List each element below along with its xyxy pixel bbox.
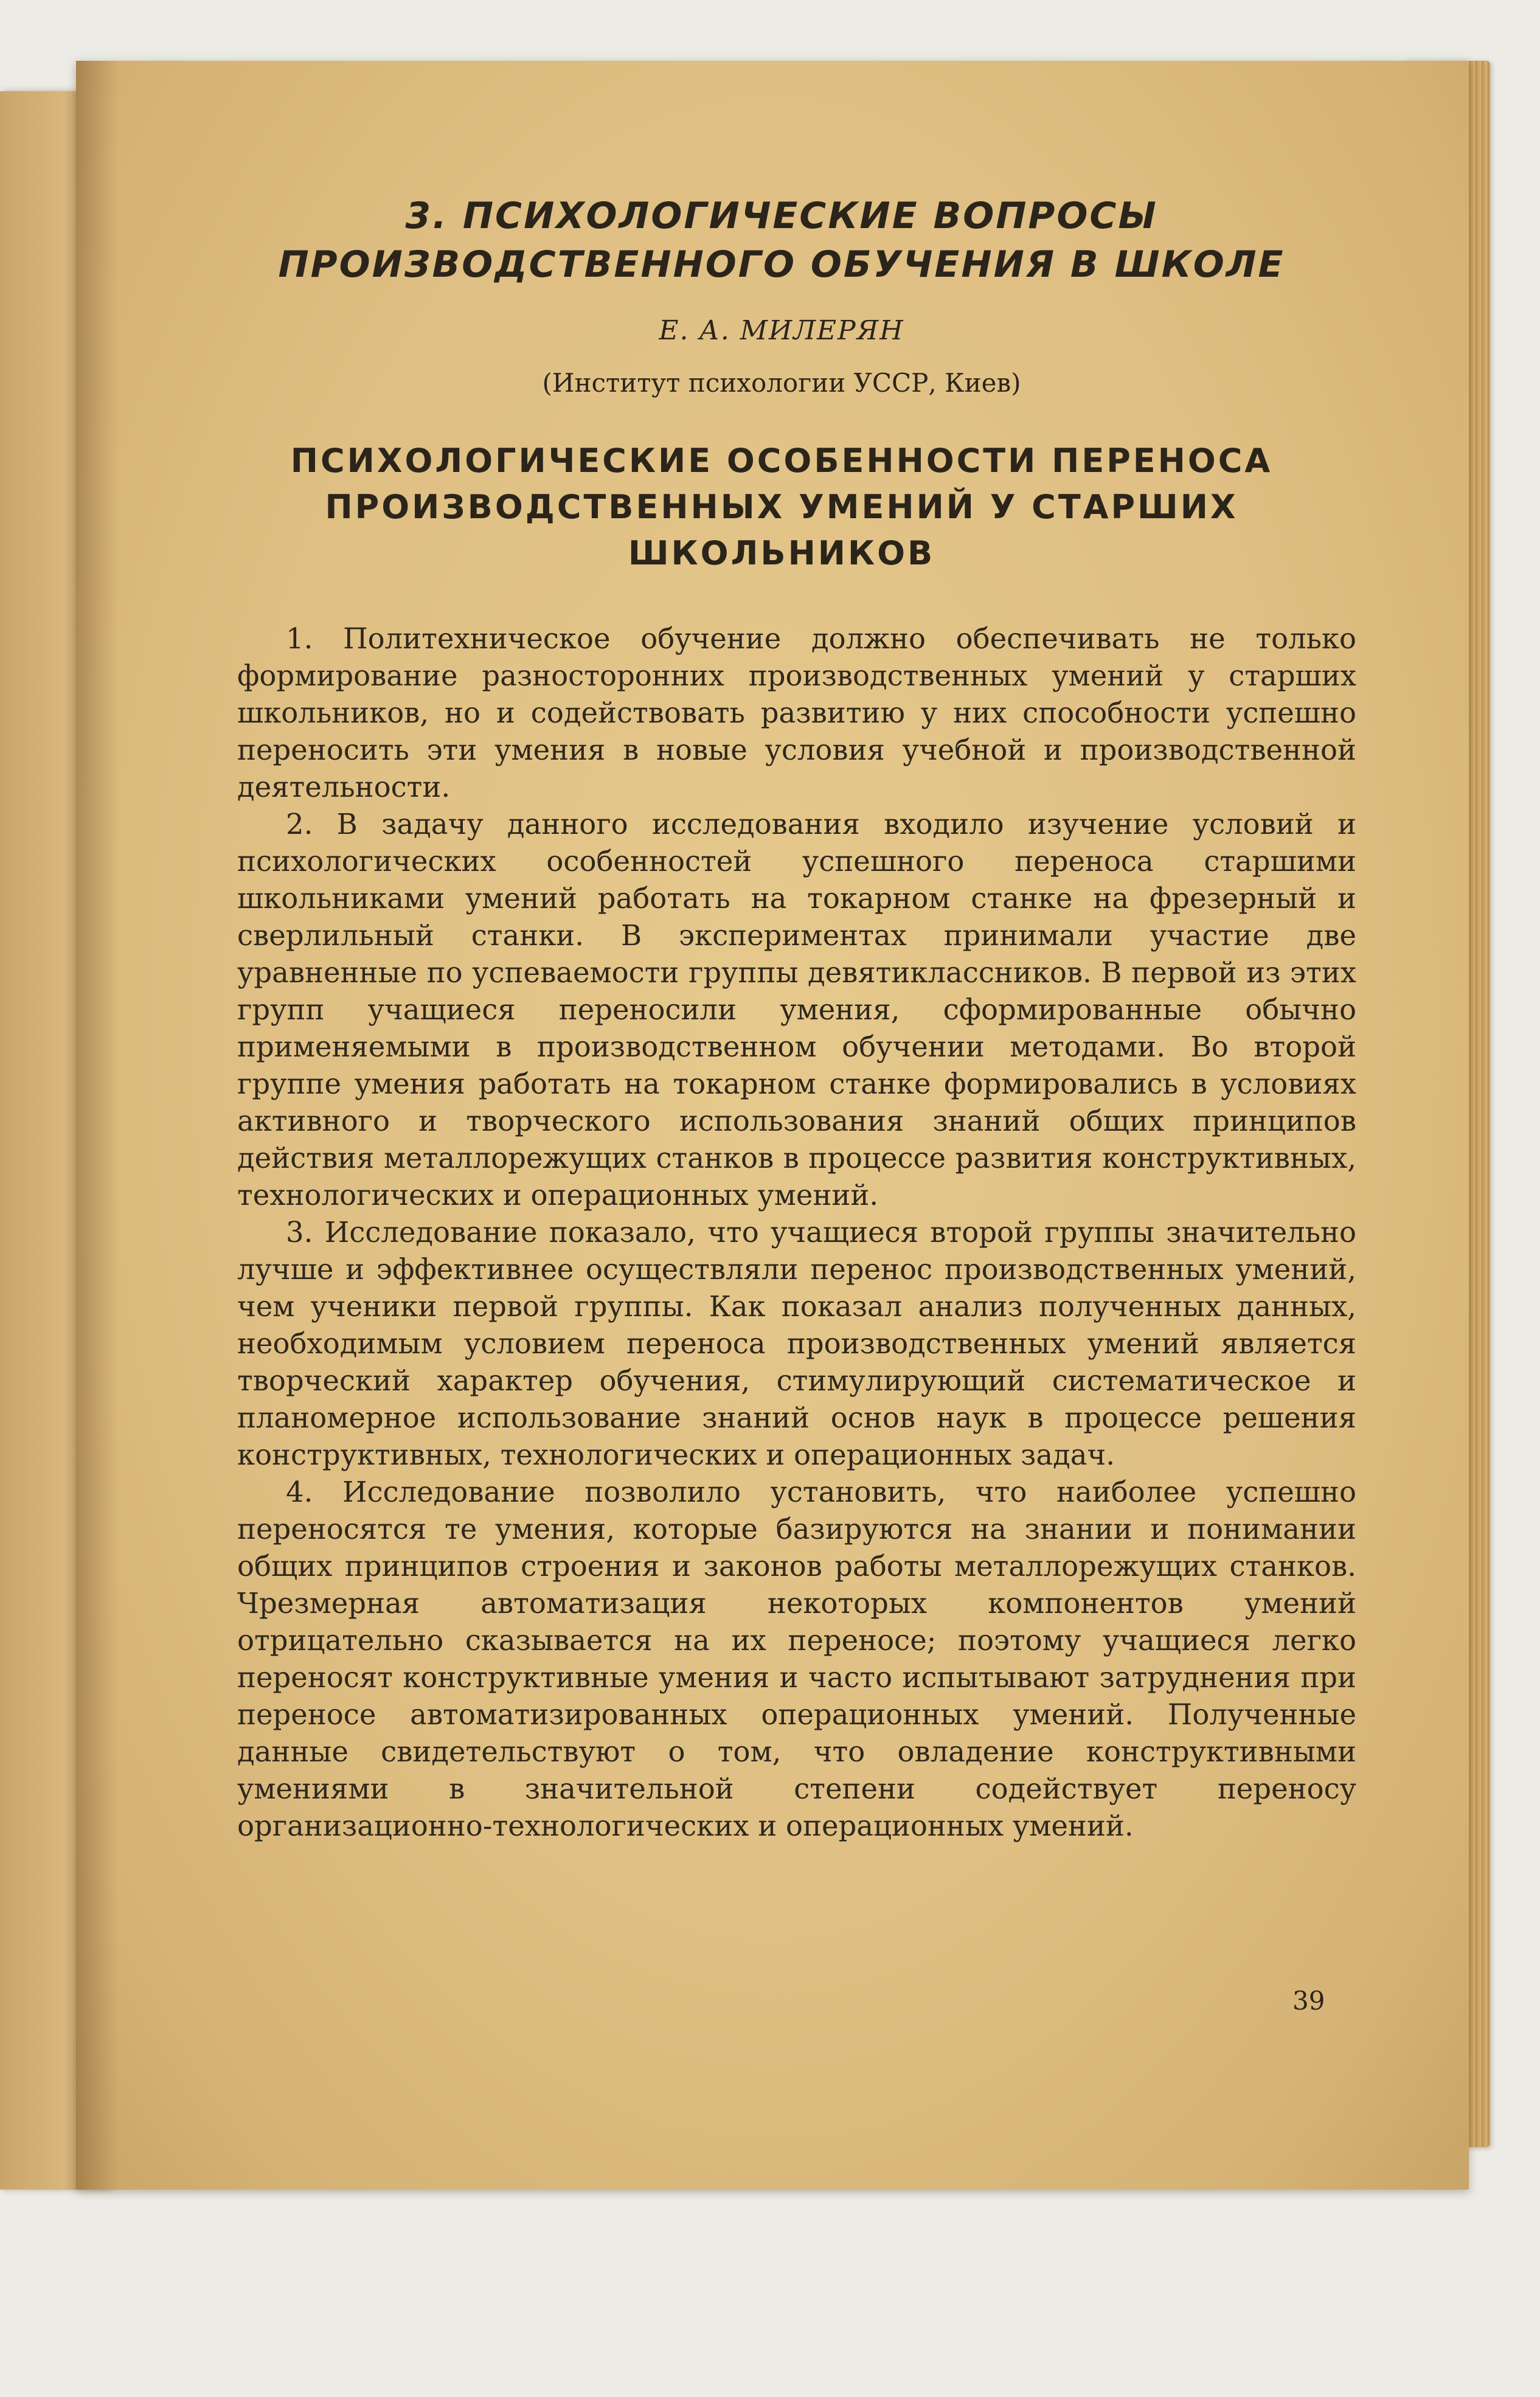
paragraph-2: 2. В задачу данного исследования входило изучение условий и психологических особенностей успешного переноса старшими школьниками умений работать на токарном станке на фрезерный и сверлильный станки. В экспериментах принимали участие две уравненные по успеваемости группы девятиклассников. В первой из этих групп учащиеся переносили умения, сформированные обычно применяемыми в производственном обучении методами. Во второй группе умения работать на токарном станке формировались в условиях активного и творческого использования знаний общих принципов действия металлорежущих станков в процессе развития конструктивных, технологических и операционных умений. [237,808,1356,1212]
article-title: ПСИХОЛОГИЧЕСКИЕ ОСОБЕННОСТИ ПЕРЕНОСА ПРОИЗВОДСТВЕННЫХ УМЕНИЙ У СТАРШИХ ШКОЛЬНИКОВ [290,442,1273,572]
page-number: 39 [1292,1986,1325,2016]
book-page [76,61,1469,2190]
article-body [237,620,1356,1845]
author-affiliation: (Институт психологии УССР, Киев) [542,368,1021,398]
section-title: 3. ПСИХОЛОГИЧЕСКИЕ ВОПРОСЫ ПРОИЗВОДСТВЕННОГО ОБУЧЕНИЯ В ШКОЛЕ [278,195,1285,286]
binding-gutter [76,61,119,2190]
paragraph-1: 1. Политехническое обучение должно обеспечивать не только формирование разносторонних производственных умений у старших школьников, но и содействовать развитию у них способности успешно переносить эти умения в новые условия учебной и производственной деятельности. [237,622,1356,803]
paragraph-4: 4. Исследование позволило установить, что наиболее успешно переносятся те умения, которые базируются на знании и понимании общих принципов строения и законов работы металлорежущих станков. Чрезмерная автоматизация некоторых компонентов умений отрицательно сказывается на их переносе; поэтому учащиеся легко переносят конструктивные умения и часто испытывают затруднения при переносе автоматизированных операционных умений. Полученные данные свидетельствуют о том, что овладение конструктивными умениями в значительной степени содействует переносу организационно-технологических и операционных умений. [237,1476,1356,1842]
paragraph-3: 3. Исследование показало, что учащиеся второй группы значительно лучше и эффективнее осуществляли перенос производственных умений, чем ученики первой группы. Как показал анализ полученных данных, необходимым условием переноса производственных умений является творческий характер обучения, стимулирующий систематическое и планомерное использование знаний основ наук в процессе решения конструктивных, технологических и операционных задач. [237,1216,1356,1471]
author-name: Е. А. МИЛЕРЯН [659,315,904,346]
